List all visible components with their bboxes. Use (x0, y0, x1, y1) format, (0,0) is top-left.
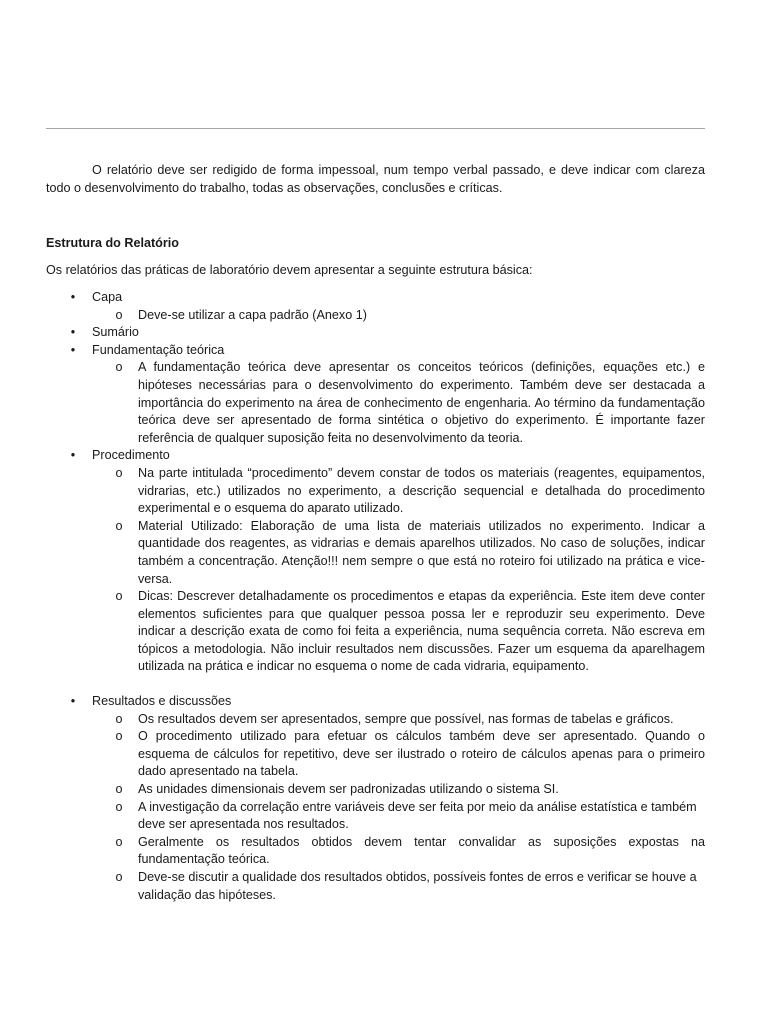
circle-bullet-icon: o (115, 870, 123, 884)
sublist (92, 711, 705, 905)
section-lead: Os relatórios das práticas de laboratório devem apresentar a seguinte estrutura básica: (46, 263, 533, 277)
circle-bullet-icon: o (115, 465, 123, 480)
spacer (46, 676, 705, 693)
intro-paragraph: O relatório deve ser redigido de forma impessoal, num tempo verbal passado, e deve indicar com clareza todo o desenvolvimento do trabalho, todas as observações, conclusões e críticas. (46, 163, 705, 195)
sublist-item (92, 834, 705, 869)
circle-bullet-icon: o (115, 589, 123, 604)
circle-bullet-icon: o (115, 729, 123, 744)
sublist-item (92, 869, 705, 904)
sublist-item-text: Dicas: Descrever detalhadamente os procedimentos e etapas da experiência. Este item deve conter elementos suficientes para que qualquer pessoa possa ler e reproduzir seu experimento. Deve indicar a descrição exata de como foi feita a experiência, numa sequência correta. Não escreva em tópicos a metodologia. Não incluir resultados nem discussões. Fazer um esquema da aparelhagem utilizada na prática e indicar no esquema o nome de cada vidraria, equipamento. (138, 589, 705, 674)
circle-bullet-icon: o (115, 799, 123, 814)
list-item-label: Resultados e discussões (92, 694, 232, 709)
circle-bullet-icon: o (115, 360, 123, 375)
circle-bullet-icon: o (115, 834, 123, 849)
sublist-item (92, 781, 705, 799)
sublist (92, 465, 705, 676)
list-item-label: Sumário (92, 325, 139, 340)
sublist-item (92, 518, 705, 588)
list-item-capa (46, 289, 705, 324)
sublist-item-text: A investigação da correlação entre variáveis deve ser feita por meio da análise estatística e também deve ser apresentada nos resultados. (138, 799, 697, 832)
sublist-item (92, 465, 705, 518)
sublist-item-text: Material Utilizado: Elaboração de uma lista de materiais utilizados no experimento. Indicar a quantidade dos reagentes, as vidrarias e demais aparelhos utilizados. No caso de soluções, indicar também a concentração. Atenção!!! nem sempre o que está no roteiro foi utilizado na prática e vice-versa. (138, 518, 705, 586)
list-item-label: Fundamentação teórica (92, 342, 225, 357)
sublist-item (92, 711, 705, 729)
section-title: Estrutura do Relatório (46, 236, 179, 250)
list-item-label: Capa (92, 290, 123, 304)
sublist (92, 307, 705, 325)
sublist-item-text: As unidades dimensionais devem ser padronizadas utilizando o sistema SI. (138, 782, 559, 797)
structure-list (46, 289, 705, 904)
list-item-procedimento (46, 447, 705, 676)
sublist-item (92, 588, 705, 676)
bullet-icon: • (70, 290, 76, 304)
circle-bullet-icon: o (115, 782, 123, 797)
bullet-icon: • (70, 448, 76, 463)
list-item-sumario (46, 324, 705, 342)
sublist-item (92, 799, 705, 834)
sublist (92, 359, 705, 447)
sublist-item-text: Deve-se discutir a qualidade dos resultados obtidos, possíveis fontes de erros e verificar se houve a validação das hipóteses. (138, 870, 697, 902)
sublist-item-text: Deve-se utilizar a capa padrão (Anexo 1) (138, 307, 367, 322)
sublist-item (92, 359, 705, 447)
sublist-item (92, 307, 705, 325)
sublist-item-text: Na parte intitulada “procedimento” devem constar de todos os materiais (reagentes, equipamentos, vidrarias, etc.) utilizados no experimento, a descrição sequencial e detalhada do procedimento experimental e o esquema do aparato utilizado. (138, 465, 705, 516)
sublist-item-text: Os resultados devem ser apresentados, sempre que possível, nas formas de tabelas e gráficos. (138, 711, 674, 726)
circle-bullet-icon: o (115, 711, 123, 726)
sublist-item-text: A fundamentação teórica deve apresentar os conceitos teóricos (definições, equações etc.) e hipóteses necessárias para o desenvolvimento do experimento. Também deve ser destacada a importância do experimento na área de conhecimento de engenharia. Ao término da fundamentação teórica deve ser apresentado de forma sintética o objetivo do experimento. É importante fazer referência de qualquer suposição feita no desenvolvimento da teoria. (138, 360, 705, 445)
list-item-resultados (46, 693, 705, 904)
list-item-fundamentacao (46, 342, 705, 448)
header-rule (46, 128, 705, 129)
circle-bullet-icon: o (115, 518, 123, 533)
sublist-item (92, 728, 705, 781)
circle-bullet-icon: o (115, 307, 123, 322)
bullet-icon: • (70, 342, 76, 357)
bullet-icon: • (70, 694, 76, 709)
list-item-label: Procedimento (92, 448, 170, 463)
sublist-item-text: Geralmente os resultados obtidos devem tentar convalidar as suposições expostas na fundamentação teórica. (138, 834, 705, 867)
sublist-item-text: O procedimento utilizado para efetuar os cálculos também deve ser apresentado. Quando o esquema de cálculos for repetitivo, deve ser ilustrado o roteiro de cálculos apenas para o primeiro dado apresentado na tabela. (138, 729, 705, 779)
bullet-icon: • (70, 325, 76, 340)
